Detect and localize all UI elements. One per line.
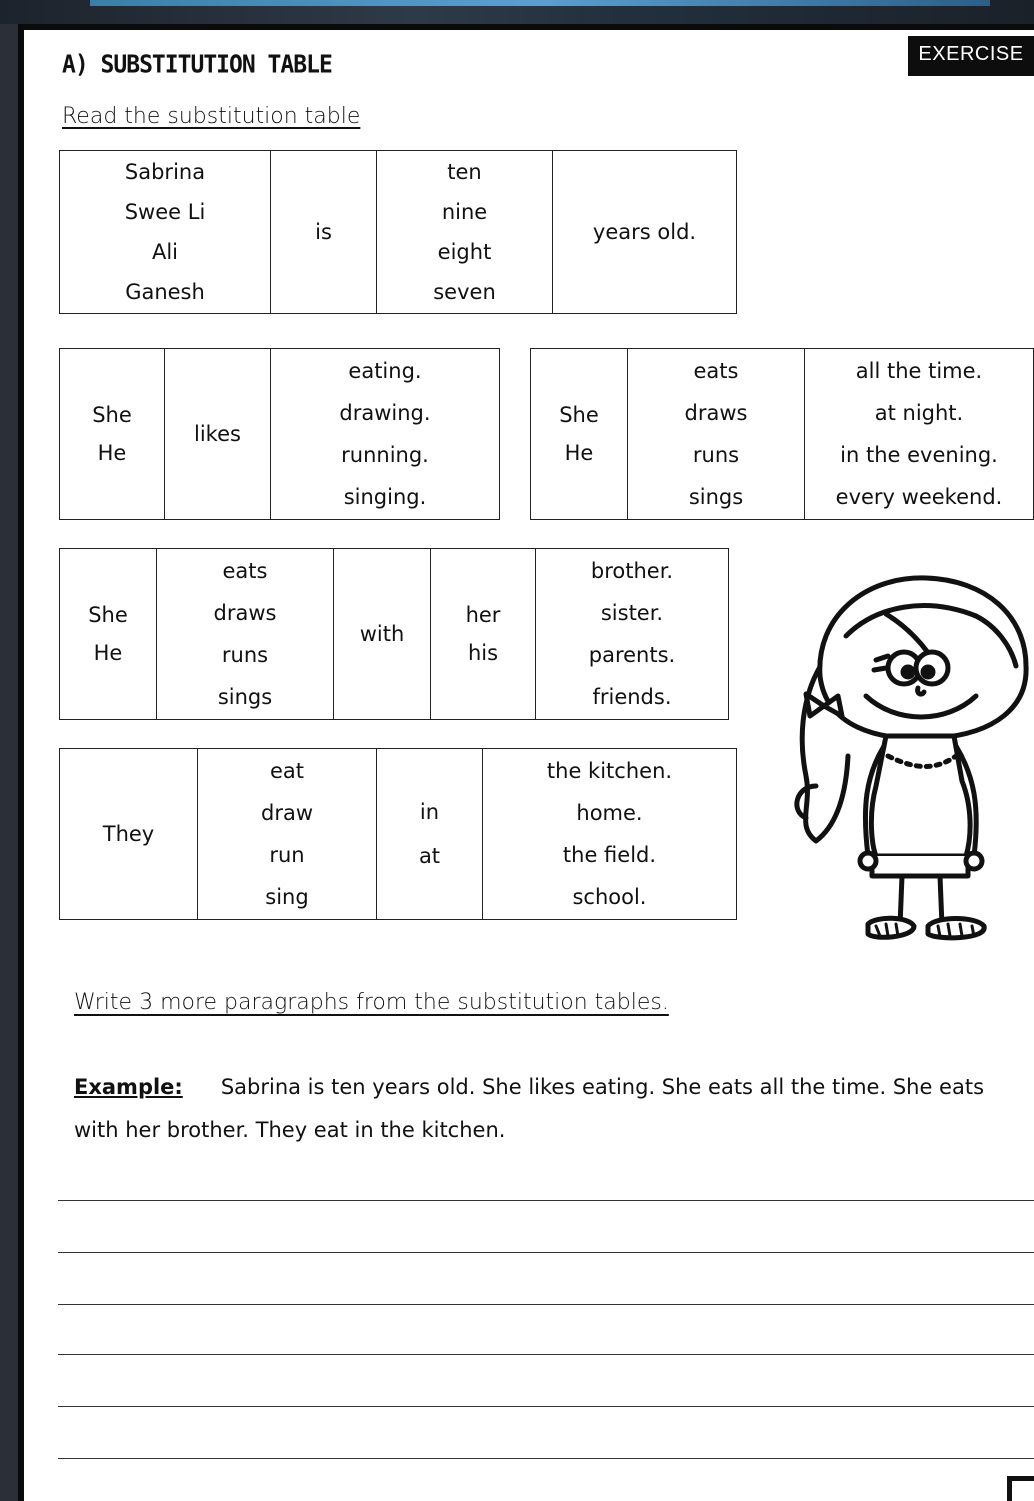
place-option: the kitchen. (546, 759, 673, 783)
verb-option: eat (269, 759, 305, 783)
writing-instruction: Write 3 more paragraphs from the substitution tables. (74, 990, 669, 1015)
place-option: school. (572, 885, 647, 909)
pronoun-option: He (97, 441, 127, 465)
time-option: at night. (874, 401, 964, 425)
possessive-option: his (467, 641, 499, 665)
verb-option: run (269, 843, 305, 867)
activity-option: running. (341, 443, 429, 467)
ages-column (377, 151, 553, 314)
pronoun-column (60, 349, 165, 520)
verb-option: draw (260, 801, 313, 825)
person-option: brother. (590, 559, 674, 583)
verbs-column (157, 549, 334, 720)
pronoun-column (531, 349, 628, 520)
pronoun-option: She (92, 403, 132, 427)
end-cell (553, 151, 737, 314)
times-column (805, 349, 1034, 520)
name-option: Sabrina (124, 160, 206, 184)
word-with: with (359, 622, 405, 646)
corner-mark (1007, 1476, 1034, 1501)
substitution-table-time (530, 348, 1034, 520)
verb-option: runs (221, 643, 269, 667)
pronoun-option: She (88, 603, 128, 627)
activity-option: eating. (348, 359, 422, 383)
pronoun-option: He (564, 441, 594, 465)
subtitle: Read the substitution table (62, 104, 361, 129)
age-option: ten (447, 160, 482, 184)
verb-option: runs (692, 443, 740, 467)
time-option: every weekend. (835, 485, 1003, 509)
person-option: friends. (592, 685, 672, 709)
places-column (483, 749, 737, 920)
verb-option: draws (213, 601, 277, 625)
example-paragraph (74, 1066, 1034, 1152)
possessive-option: her (465, 603, 501, 627)
page-heading: A) SUBSTITUTION TABLE (62, 50, 332, 80)
writing-line[interactable] (58, 1252, 1034, 1253)
prep-column (377, 749, 483, 920)
activity-option: drawing. (339, 401, 431, 425)
prep-option: at (418, 844, 441, 868)
verb-option: sings (217, 685, 273, 709)
verb-likes: likes (194, 422, 241, 446)
person-option: parents. (588, 643, 676, 667)
age-option: seven (433, 280, 496, 304)
substitution-table-age (59, 150, 737, 314)
pronoun-option: She (559, 403, 599, 427)
example-text: Sabrina is ten years old. She likes eating. She eats all the time. She eats with her brother. They eat in the kitchen. (74, 1075, 985, 1142)
place-option: the field. (562, 843, 657, 867)
substitution-table-with (59, 548, 729, 720)
verb-option: sing (265, 885, 309, 909)
verb-option: eats (693, 359, 739, 383)
time-option: all the time. (855, 359, 983, 383)
name-option: Ganesh (125, 280, 205, 304)
verb-is: is (315, 220, 332, 244)
with-cell (334, 549, 431, 720)
top-accent (90, 0, 990, 6)
verbs-column (628, 349, 805, 520)
time-option: in the evening. (840, 443, 998, 467)
person-option: sister. (600, 601, 664, 625)
verb-option: eats (222, 559, 268, 583)
activity-option: singing. (343, 485, 427, 509)
verb-option: sings (688, 485, 744, 509)
pronoun-option: He (93, 641, 123, 665)
possessive-column (431, 549, 536, 720)
example-label: Example: (74, 1075, 183, 1099)
writing-line[interactable] (58, 1458, 1034, 1459)
top-bar (0, 0, 1034, 24)
age-option: nine (441, 200, 488, 224)
writing-line[interactable] (58, 1406, 1034, 1407)
subject-they: They (102, 822, 155, 846)
people-column (536, 549, 729, 720)
prep-option: in (419, 800, 440, 824)
names-column (60, 151, 271, 314)
pronoun-column (60, 549, 157, 720)
exercise-badge: EXERCISE (908, 36, 1034, 76)
subject-cell (60, 749, 198, 920)
verb-option: draws (684, 401, 748, 425)
verb-cell (165, 349, 271, 520)
name-option: Ali (151, 240, 179, 264)
name-option: Swee Li (124, 200, 206, 224)
activities-column (271, 349, 500, 520)
girl-illustration (776, 556, 1034, 948)
substitution-table-place (59, 748, 737, 920)
years-old: years old. (592, 220, 697, 244)
writing-line[interactable] (58, 1200, 1034, 1201)
verb-cell (271, 151, 377, 314)
age-option: eight (437, 240, 492, 264)
writing-line[interactable] (58, 1304, 1034, 1305)
worksheet-page (18, 24, 1034, 1501)
place-option: home. (576, 801, 643, 825)
verbs-column (198, 749, 377, 920)
writing-line[interactable] (58, 1354, 1034, 1355)
substitution-table-likes (59, 348, 500, 520)
